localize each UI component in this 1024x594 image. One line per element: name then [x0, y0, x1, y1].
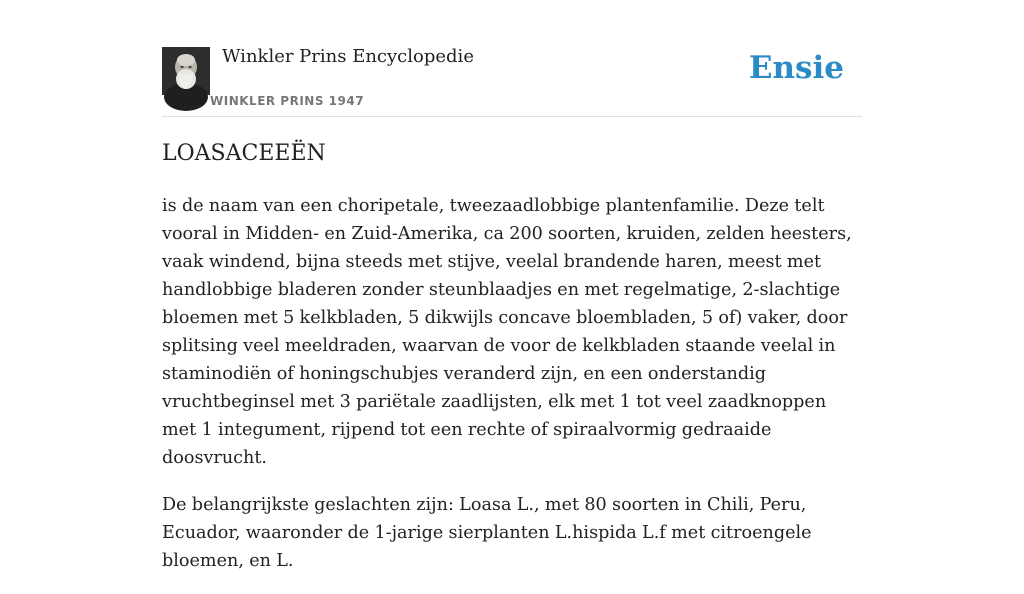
author-avatar[interactable]: [162, 47, 210, 95]
source-subtitle[interactable]: WINKLER PRINS 1947: [210, 94, 365, 108]
header: [162, 0, 862, 117]
entry-body: [162, 192, 862, 594]
entry-title: LOASACEEËN: [162, 141, 326, 166]
page: [162, 0, 862, 571]
entry-paragraph: De belangrijkste geslachten zijn: Loasa L., met 80 soorten in Chili, Peru, Ecuador, waaronder de 1-jarige sierplanten L.hispida L.f met citroengele bloemen, en L.: [162, 495, 812, 571]
entry-paragraph: is de naam van een choripetale, tweezaadlobbige plantenfamilie. Deze telt vooral in Midden- en Zuid-Amerika, ca 200 soorten, kruiden, zelden heesters, vaak windend, bijna steeds met stijve, veelal brandende haren, meest met handlobbige bladeren zonder steunblaadjes en met regelmatige, 2-slachtige bloemen met 5 kelkbladen, 5 dikwijls concave bloembladen, 5 of) vaker, door splitsing veel meeldraden, waarvan de voor de kelkbladen staande veelal in staminodiën of honingschubjes veranderd zijn, en een onderstandig vruchtbeginsel met 3 pariëtale zaadlijsten, elk met 1 tot veel zaadknoppen met 1 integument, rijpend tot een rechte of spiraalvormig gedraaide doosvrucht.: [162, 196, 852, 468]
source-title[interactable]: Winkler Prins Encyclopedie: [222, 46, 474, 67]
ensie-logo[interactable]: Ensie: [748, 50, 844, 86]
bearded-man-portrait-icon: [162, 47, 210, 95]
